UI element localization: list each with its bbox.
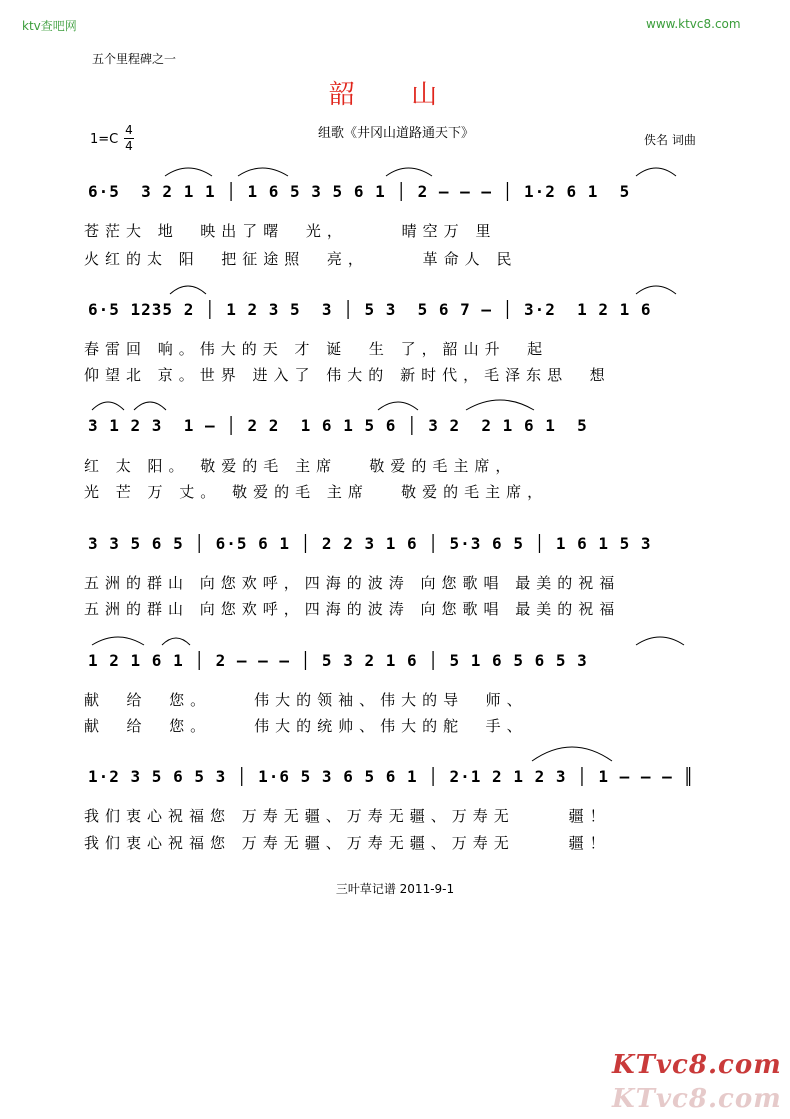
score-row-5: 1 2 1 6 1 │ 2 – – – │ 5 3 2 1 6 │ 5 1 6 5 6 5 3 <box>88 651 588 670</box>
time-signature-top: 4 <box>125 123 133 137</box>
site-watermark-left: ktv查吧网 <box>22 19 77 33</box>
lyric-row-1-verse-2: 火红的太 阳 把征途照 亮， 革命人 民 <box>84 250 518 268</box>
song-title: 韶 山 <box>328 80 462 110</box>
site-watermark-right[interactable]: www.ktvc8.com <box>646 17 741 31</box>
site-logo-reflection: KTvc8.com <box>612 1084 782 1114</box>
song-subtitle: 组歌《井冈山道路通天下》 <box>318 126 475 141</box>
lyric-row-6-verse-2: 我们衷心祝福您 万寿无疆、万寿无疆、万寿无 疆！ <box>84 834 611 852</box>
lyric-row-4-verse-2: 五洲的群山 向您欢呼，四海的波涛 向您歌唱 最美的祝福 <box>84 600 621 618</box>
score-row-3: 3 1 2 3 1 – │ 2 2 1 6 1 5 6 │ 3 2 2 1 6 1 5 <box>88 416 588 435</box>
lyric-row-2-verse-2: 仰望北 京。世界 进入了 伟大的 新时代，毛泽东思 想 <box>84 366 611 384</box>
lyric-row-5-verse-2: 献 给 您。 伟大的统帅、伟大的舵 手、 <box>84 717 528 735</box>
score-row-4: 3 3 5 6 5 │ 6·5 6 1 │ 2 2 3 1 6 │ 5·3 6 5 │ 1 6 1 5 3 <box>88 534 652 553</box>
lyric-row-6-verse-1: 我们衷心祝福您 万寿无疆、万寿无疆、万寿无 疆！ <box>84 807 611 825</box>
lyric-row-4-verse-1: 五洲的群山 向您欢呼，四海的波涛 向您歌唱 最美的祝福 <box>84 574 621 592</box>
score-row-1: 6·5 3 2 1 1 │ 1 6 5 3 5 6 1 │ 2 – – – │ 1·2 6 1 5 <box>88 182 631 201</box>
lyric-row-1-verse-1: 苍茫大 地 映出了曙 光， 晴空万 里 <box>84 222 497 240</box>
time-signature-bottom: 4 <box>125 139 133 153</box>
transcriber-footer: 三叶草记谱 2011-9-1 <box>335 882 455 896</box>
lyric-row-5-verse-1: 献 给 您。 伟大的领袖、伟大的导 师、 <box>84 691 528 709</box>
series-label: 五个里程碑之一 <box>92 52 177 66</box>
lyric-row-2-verse-1: 春雷回 响。伟大的天 才 诞 生 了，韶山升 起 <box>84 340 549 358</box>
key-signature: 1=C <box>90 132 119 147</box>
lyric-row-3-verse-1: 红 太 阳。 敬爱的毛 主席 敬爱的毛主席， <box>84 457 517 475</box>
score-row-6: 1·2 3 5 6 5 3 │ 1·6 5 3 6 5 6 1 │ 2·1 2 1 2 3 │ 1 – – – ║ <box>88 767 695 786</box>
lyric-row-3-verse-2: 光 芒 万 丈。 敬爱的毛 主席 敬爱的毛主席， <box>84 483 549 501</box>
site-logo: KTvc8.com <box>612 1050 782 1080</box>
composer-credit: 佚名 词曲 <box>644 133 696 147</box>
score-row-2: 6·5 1235 2 │ 1 2 3 5 3 │ 5 3 5 6 7 – │ 3·2 1 2 1 6 <box>88 300 652 319</box>
